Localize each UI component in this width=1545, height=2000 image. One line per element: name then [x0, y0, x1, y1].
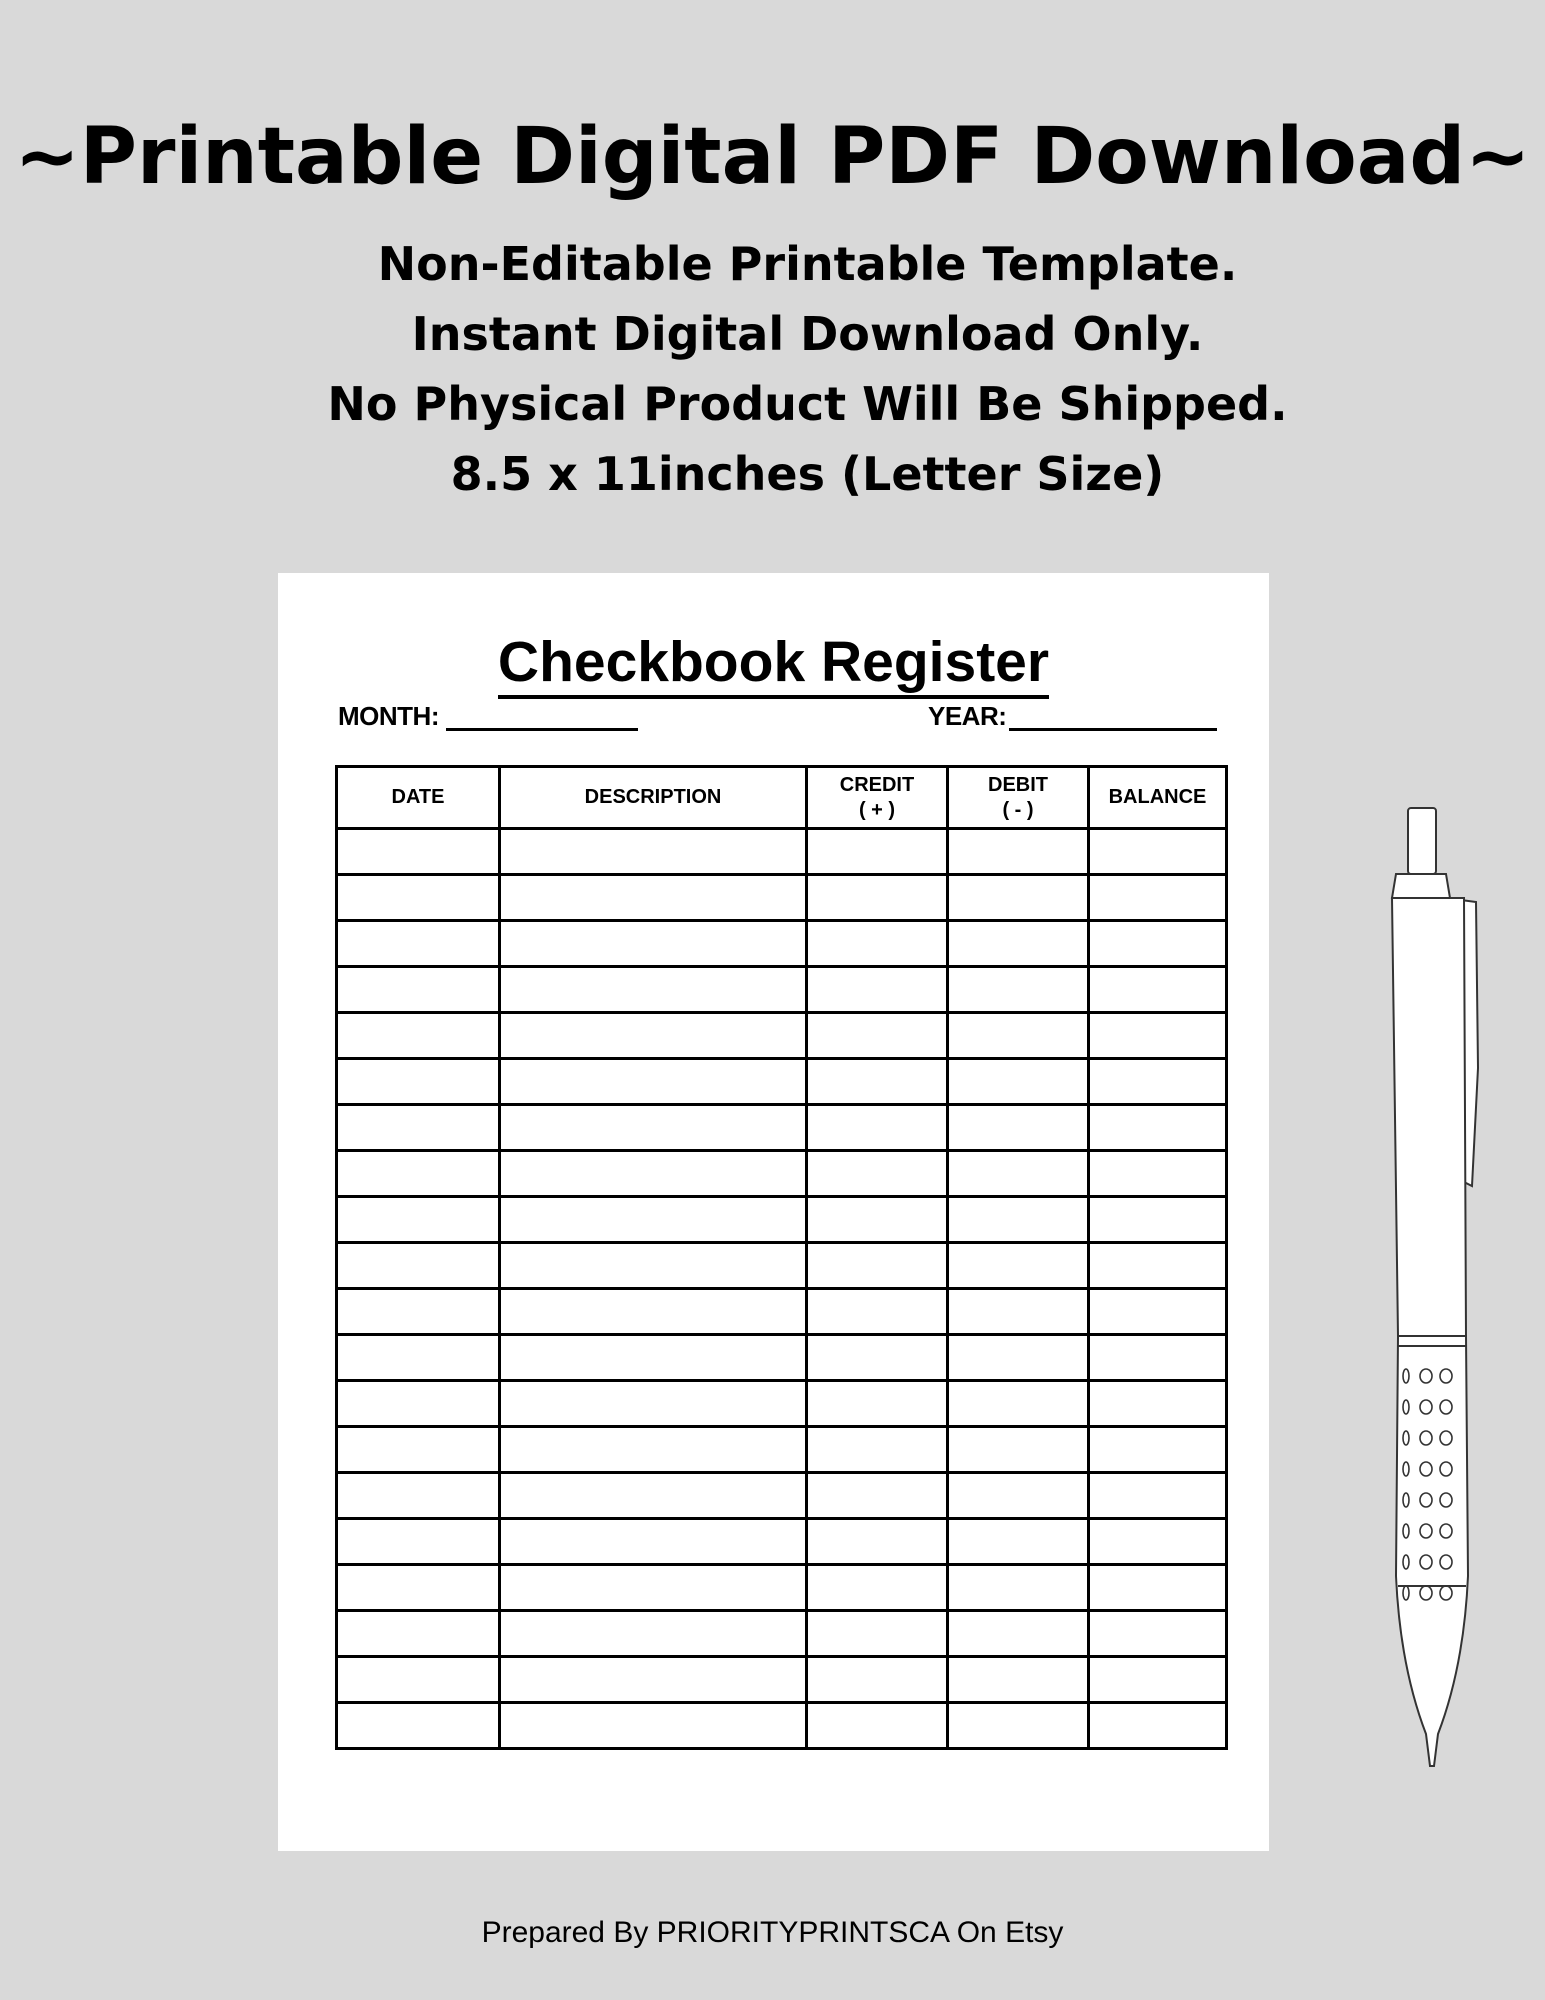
- table-cell: [1089, 1105, 1227, 1151]
- table-cell: [337, 1657, 500, 1703]
- info-line-template: Non-Editable Printable Template.: [377, 237, 1238, 291]
- info-line-size: 8.5 x 11inches (Letter Size): [450, 447, 1165, 501]
- table-cell: [337, 1519, 500, 1565]
- table-cell: [948, 1703, 1089, 1749]
- table-row: [337, 921, 1227, 967]
- table-cell: [337, 1335, 500, 1381]
- table-cell: [1089, 1013, 1227, 1059]
- footer-credit: Prepared By PRIORITYPRINTSCA On Etsy: [481, 1916, 1064, 1949]
- table-cell: [948, 967, 1089, 1013]
- table-cell: [1089, 1427, 1227, 1473]
- table-cell: [1089, 1611, 1227, 1657]
- table-cell: [948, 1243, 1089, 1289]
- column-header-balance: BALANCE: [1089, 767, 1227, 829]
- table-cell: [500, 1151, 807, 1197]
- table-cell: [948, 1013, 1089, 1059]
- table-cell: [337, 1243, 500, 1289]
- table-cell: [337, 1059, 500, 1105]
- table-cell: [1089, 921, 1227, 967]
- table-cell: [500, 921, 807, 967]
- table-cell: [1089, 1565, 1227, 1611]
- table-cell: [337, 875, 500, 921]
- table-cell: [948, 1657, 1089, 1703]
- table-cell: [337, 1289, 500, 1335]
- table-cell: [500, 1611, 807, 1657]
- table-cell: [948, 921, 1089, 967]
- table-cell: [337, 1013, 500, 1059]
- register-sheet-preview: [278, 573, 1269, 1851]
- table-cell: [500, 1473, 807, 1519]
- table-row: [337, 1059, 1227, 1105]
- table-cell: [948, 875, 1089, 921]
- table-row: [337, 1473, 1227, 1519]
- table-cell: [337, 1703, 500, 1749]
- table-cell: [500, 1335, 807, 1381]
- table-cell: [337, 1427, 500, 1473]
- table-cell: [807, 1381, 948, 1427]
- table-cell: [500, 1243, 807, 1289]
- year-label: YEAR:: [928, 701, 1007, 731]
- table-cell: [337, 1105, 500, 1151]
- table-cell: [1089, 1657, 1227, 1703]
- table-cell: [948, 1105, 1089, 1151]
- table-row: [337, 1381, 1227, 1427]
- table-cell: [337, 1197, 500, 1243]
- table-cell: [807, 1657, 948, 1703]
- column-header-debit: DEBIT ( - ): [948, 767, 1089, 829]
- table-row: [337, 1013, 1227, 1059]
- table-cell: [500, 1427, 807, 1473]
- table-cell: [807, 1059, 948, 1105]
- table-row: [337, 1197, 1227, 1243]
- table-cell: [948, 829, 1089, 875]
- table-cell: [807, 1289, 948, 1335]
- table-cell: [500, 829, 807, 875]
- table-cell: [1089, 875, 1227, 921]
- table-cell: [337, 1611, 500, 1657]
- table-cell: [1089, 1473, 1227, 1519]
- table-cell: [807, 1105, 948, 1151]
- table-row: [337, 1243, 1227, 1289]
- table-row: [337, 1289, 1227, 1335]
- column-header-credit: CREDIT ( + ): [807, 767, 948, 829]
- info-line-download: Instant Digital Download Only.: [411, 307, 1204, 361]
- table-cell: [807, 1427, 948, 1473]
- table-cell: [337, 1565, 500, 1611]
- table-cell: [948, 1289, 1089, 1335]
- table-cell: [807, 875, 948, 921]
- register-body: [337, 829, 1227, 1749]
- table-row: [337, 1151, 1227, 1197]
- table-row: [337, 1611, 1227, 1657]
- table-cell: [1089, 1151, 1227, 1197]
- table-cell: [807, 1335, 948, 1381]
- table-cell: [500, 1519, 807, 1565]
- table-cell: [1089, 1335, 1227, 1381]
- table-row: [337, 875, 1227, 921]
- table-row: [337, 1657, 1227, 1703]
- table-cell: [948, 1335, 1089, 1381]
- table-row: [337, 1703, 1227, 1749]
- table-row: [337, 1335, 1227, 1381]
- table-cell: [1089, 967, 1227, 1013]
- year-blank-line: [1009, 728, 1217, 731]
- table-cell: [807, 1565, 948, 1611]
- table-cell: [1089, 1381, 1227, 1427]
- table-row: [337, 1105, 1227, 1151]
- table-row: [337, 1519, 1227, 1565]
- table-cell: [807, 1197, 948, 1243]
- table-cell: [337, 921, 500, 967]
- month-blank-line: [446, 728, 638, 731]
- month-label: MONTH:: [338, 701, 439, 731]
- table-cell: [948, 1197, 1089, 1243]
- table-cell: [807, 1703, 948, 1749]
- table-row: [337, 967, 1227, 1013]
- table-cell: [500, 1703, 807, 1749]
- table-cell: [500, 1059, 807, 1105]
- column-header-date: DATE: [337, 767, 500, 829]
- table-cell: [337, 1381, 500, 1427]
- table-cell: [1089, 1703, 1227, 1749]
- table-cell: [807, 1013, 948, 1059]
- table-cell: [807, 829, 948, 875]
- table-cell: [500, 967, 807, 1013]
- table-cell: [948, 1151, 1089, 1197]
- sheet-title: Checkbook Register: [278, 629, 1269, 695]
- table-cell: [1089, 1059, 1227, 1105]
- table-cell: [1089, 1519, 1227, 1565]
- table-cell: [500, 1657, 807, 1703]
- table-cell: [500, 1105, 807, 1151]
- table-cell: [807, 967, 948, 1013]
- table-cell: [1089, 829, 1227, 875]
- table-cell: [500, 1381, 807, 1427]
- table-row: [337, 1565, 1227, 1611]
- table-row: [337, 1427, 1227, 1473]
- table-cell: [948, 1611, 1089, 1657]
- table-cell: [948, 1059, 1089, 1105]
- table-cell: [500, 1289, 807, 1335]
- table-cell: [948, 1381, 1089, 1427]
- table-cell: [807, 1519, 948, 1565]
- page-headline: ~Printable Digital PDF Download~: [14, 112, 1531, 202]
- table-cell: [807, 1611, 948, 1657]
- table-cell: [500, 1013, 807, 1059]
- table-cell: [807, 921, 948, 967]
- register-table: [335, 765, 1228, 1750]
- pen-icon: [1384, 806, 1484, 1768]
- info-line-shipping: No Physical Product Will Be Shipped.: [327, 377, 1288, 431]
- table-cell: [948, 1473, 1089, 1519]
- table-cell: [337, 829, 500, 875]
- table-cell: [500, 1565, 807, 1611]
- table-cell: [948, 1519, 1089, 1565]
- table-cell: [948, 1565, 1089, 1611]
- register-header-row: [337, 767, 1227, 829]
- table-cell: [337, 967, 500, 1013]
- column-header-description: DESCRIPTION: [500, 767, 807, 829]
- table-cell: [1089, 1243, 1227, 1289]
- table-cell: [337, 1473, 500, 1519]
- table-cell: [807, 1243, 948, 1289]
- table-cell: [1089, 1289, 1227, 1335]
- table-row: [337, 829, 1227, 875]
- table-cell: [1089, 1197, 1227, 1243]
- table-cell: [807, 1473, 948, 1519]
- table-cell: [337, 1151, 500, 1197]
- table-cell: [948, 1427, 1089, 1473]
- table-cell: [500, 1197, 807, 1243]
- table-cell: [807, 1151, 948, 1197]
- table-cell: [500, 875, 807, 921]
